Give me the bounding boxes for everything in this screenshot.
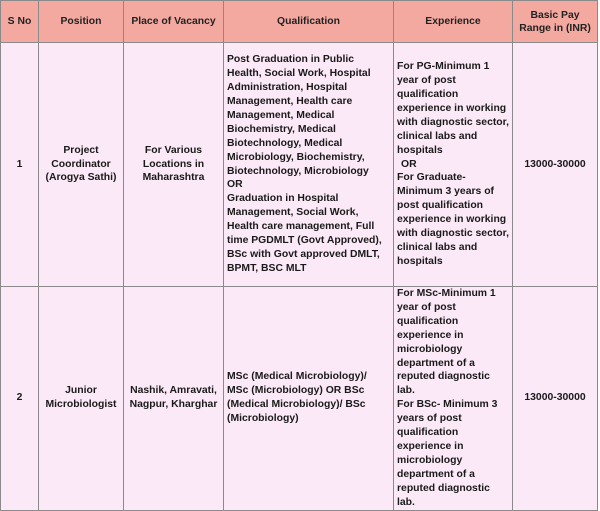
experience-line: with diagnostic sector, bbox=[397, 116, 510, 128]
header-qualification: Qualification bbox=[224, 1, 394, 43]
cell-qualification bbox=[224, 43, 394, 287]
qualification-line: OR bbox=[227, 179, 243, 191]
header-place: Place of Vacancy bbox=[124, 1, 224, 43]
experience-line: Minimum 3 years of bbox=[397, 186, 495, 198]
cell-position: Junior Microbiologist bbox=[39, 287, 124, 511]
experience-line: reputed diagnostic lab. bbox=[397, 371, 490, 397]
header-position: Position bbox=[39, 1, 124, 43]
qualification-line: Post Graduation in Public bbox=[227, 54, 355, 66]
experience-line: For Graduate- bbox=[397, 172, 466, 184]
cell-place: Nashik, Amravati, Nagpur, Kharghar bbox=[124, 287, 224, 511]
experience-line: year of post bbox=[397, 301, 456, 313]
experience-line: OR bbox=[401, 158, 417, 170]
qualification-line: MSc (Microbiology) OR BSc bbox=[227, 385, 365, 397]
experience-line: experience in bbox=[397, 440, 464, 452]
experience-line: qualification bbox=[397, 89, 459, 101]
cell-pay: 13000-30000 bbox=[513, 43, 598, 287]
table-row bbox=[1, 43, 598, 287]
experience-line: department of a bbox=[397, 468, 475, 480]
qualification-line: time PGDMLT (Govt Approved), bbox=[227, 235, 382, 247]
cell-position: Project Coordinator (Arogya Sathi) bbox=[39, 43, 124, 287]
experience-line: experience in working bbox=[397, 214, 507, 226]
qualification-line: Administration, Hospital bbox=[227, 82, 348, 94]
header-row bbox=[1, 1, 598, 43]
qualification-line: BSc with Govt approved DMLT, bbox=[227, 248, 380, 260]
qualification-line: MSc (Medical Microbiology)/ bbox=[227, 371, 367, 383]
experience-line: clinical labs and bbox=[397, 241, 478, 253]
experience-line: For BSc- Minimum 3 bbox=[397, 399, 498, 411]
cell-pay: 13000-30000 bbox=[513, 287, 598, 511]
experience-line: clinical labs and bbox=[397, 130, 478, 142]
cell-place: For Various Locations in Maharashtra bbox=[124, 43, 224, 287]
qualification-line: Microbiology, Biochemistry, bbox=[227, 151, 365, 163]
experience-line: hospitals bbox=[397, 255, 443, 267]
experience-line: qualification bbox=[397, 427, 459, 439]
experience-line: year of post bbox=[397, 75, 456, 87]
qualification-line: Health care management, Full bbox=[227, 221, 375, 233]
qualification-line: (Microbiology) bbox=[227, 413, 299, 425]
qualification-line: Health, Social Work, Hospital bbox=[227, 68, 371, 80]
experience-line: qualification bbox=[397, 315, 459, 327]
header-sno: S No bbox=[1, 1, 39, 43]
experience-line: For MSc-Minimum 1 bbox=[397, 288, 496, 299]
cell-experience bbox=[394, 43, 513, 287]
experience-line: department of a bbox=[397, 357, 475, 369]
experience-line: with diagnostic sector, bbox=[397, 228, 510, 240]
cell-sno: 2 bbox=[1, 287, 39, 511]
table-row bbox=[1, 287, 598, 511]
cell-qualification bbox=[224, 287, 394, 511]
qualification-line: Graduation in Hospital bbox=[227, 193, 339, 205]
experience-line: For PG-Minimum 1 bbox=[397, 61, 490, 73]
experience-line: years of post bbox=[397, 413, 462, 425]
experience-line: reputed diagnostic lab. bbox=[397, 482, 490, 508]
qualification-line: Biotechnology, Microbiology bbox=[227, 165, 369, 177]
qualification-line: Management, Medical bbox=[227, 109, 335, 121]
experience-line: microbiology bbox=[397, 454, 463, 466]
qualification-line: Management, Health care bbox=[227, 95, 353, 107]
qualification-line: Management, Social Work, bbox=[227, 207, 359, 219]
experience-line: experience in bbox=[397, 329, 464, 341]
cell-sno: 1 bbox=[1, 43, 39, 287]
qualification-line: (Medical Microbiology)/ BSc bbox=[227, 399, 366, 411]
cell-experience bbox=[394, 287, 513, 511]
qualification-line: Biochemistry, Medical bbox=[227, 123, 336, 135]
header-pay: Basic Pay Range in (INR) bbox=[513, 1, 598, 43]
experience-line: experience in working bbox=[397, 102, 507, 114]
experience-line: hospitals bbox=[397, 144, 443, 156]
experience-line: microbiology bbox=[397, 343, 463, 355]
experience-line: post qualification bbox=[397, 200, 484, 212]
header-experience: Experience bbox=[394, 1, 513, 43]
qualification-line: Biotechnology, Medical bbox=[227, 137, 343, 149]
qualification-line: BPMT, BSC MLT bbox=[227, 262, 307, 274]
